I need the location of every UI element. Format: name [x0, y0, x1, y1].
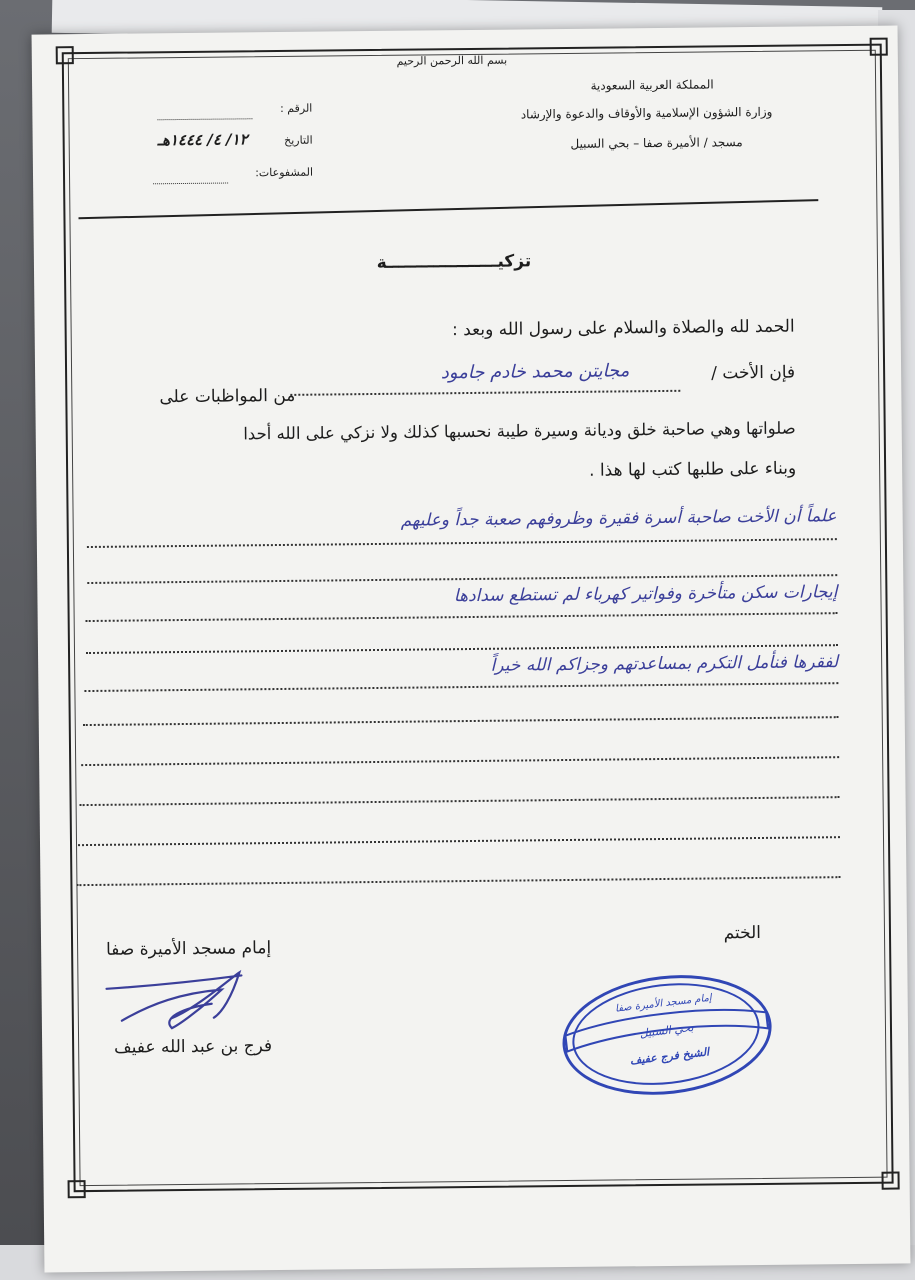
body-line-1: الحمد لله والصلاة والسلام على رسول الله وبعد :	[451, 316, 795, 341]
handwritten-note-3: لفقرها فنأمل التكرم بمساعدتهم وجزاكم الله خيراً	[490, 652, 839, 676]
document-title: تزكيـــــــــــــــــــة	[376, 251, 532, 273]
body-line-2-suffix: من المواظبات على	[159, 385, 296, 408]
border-corner	[68, 1180, 86, 1198]
document-page	[32, 25, 911, 1272]
attachments-label: المشفوعات:	[255, 165, 314, 180]
imam-title: إمام مسجد الأميرة صفا	[105, 938, 272, 960]
body-line-2-prefix: فإن الأخت /	[711, 362, 796, 384]
seal-label: الختم	[723, 922, 762, 944]
border-corner	[870, 38, 888, 56]
official-stamp	[556, 964, 778, 1105]
kingdom-name: المملكة العربية السعودية	[590, 77, 714, 93]
ministry-name: وزارة الشؤون الإسلامية والأوقاف والدعوة والإرشاد	[520, 104, 773, 122]
handwritten-name: مجايتن محمد خادم جامود	[440, 360, 630, 384]
border-corner	[56, 46, 74, 64]
handwritten-note-1: علماً أن الأخت صاحبة أسرة فقيرة وظروفهم صعبة جداً وعليهم	[400, 506, 837, 531]
body-line-4: وبناء على طلبها كتب لها هذا .	[588, 458, 797, 481]
imam-name: فرج بن عبد الله عفيف	[113, 1036, 273, 1058]
number-label: الرقم :	[279, 101, 313, 115]
mosque-name: مسجد / الأميرة صفا – بحي السبيل	[570, 135, 743, 151]
date-label: التاريخ	[284, 133, 313, 147]
border-corner	[881, 1172, 899, 1190]
stamp-text-bottom: الشيخ فرج عفيف	[629, 1045, 710, 1068]
stamp-text-top: إمام مسجد الأميرة صفا	[614, 992, 713, 1015]
handwritten-signature	[101, 967, 252, 1039]
basmala: بسم الله الرحمن الرحيم	[396, 53, 508, 68]
date-value: ١٢/ ٤/ ١٤٤٤هـ	[157, 130, 248, 150]
handwritten-note-2: إيجارات سكن متأخرة وفواتير كهرباء لم تستطع سدادها	[453, 582, 838, 607]
stamp-text-middle: بحي السبيل	[638, 1020, 695, 1041]
body-line-3: صلواتها وهي صاحبة خلق وديانة وسيرة طيبة نحسبها كذلك ولا نزكي على الله أحدا	[243, 418, 796, 444]
